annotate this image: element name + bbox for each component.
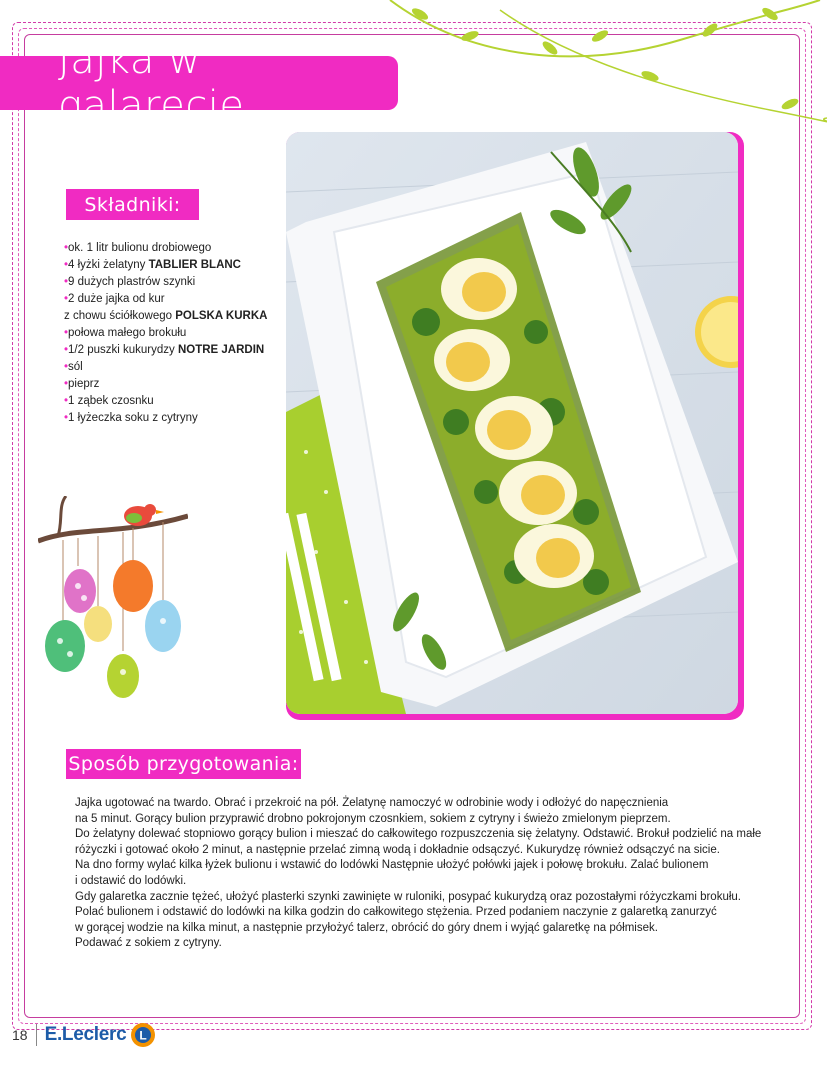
ingredient-text: pieprz <box>68 378 100 390</box>
bullet-icon: • <box>64 412 69 424</box>
ingredients-heading-box <box>66 189 199 220</box>
ingredient-item <box>64 393 294 410</box>
ingredient-text: 4 łyżki żelatyny <box>68 259 149 271</box>
leclerc-logo-icon <box>130 1022 156 1048</box>
ingredient-item <box>64 291 294 308</box>
title-banner <box>0 37 398 129</box>
ingredient-text: połowa małego brokułu <box>68 327 187 339</box>
ingredient-text: 1/2 puszki kukurydzy <box>68 344 178 356</box>
ingredient-brand: NOTRE JARDIN <box>177 344 265 356</box>
method-text <box>75 796 775 952</box>
bullet-icon: • <box>64 293 69 305</box>
easter-eggs-bird-illustration <box>38 496 188 706</box>
ingredient-item <box>64 410 294 427</box>
ingredient-text: 2 duże jajka od kur <box>68 293 165 305</box>
ingredient-text: 1 ząbek czosnku <box>68 395 154 407</box>
ingredients-list <box>64 240 294 427</box>
method-line: i odstawić do lodówki. <box>75 874 187 887</box>
ingredient-text: z chowu ściółkowego <box>64 310 176 322</box>
page-number: 18 <box>12 1027 28 1043</box>
method-line: Polać bulionem i odstawić do lodówki na kilka godzin do całkowitego stężenia. Przed podaniem naczynie z galaretką zanurzyć <box>75 906 717 919</box>
method-line: Na dno formy wylać kilka łyżek bulionu i wstawić do lodówki Następnie ułożyć połówki jajek i połowę brokułu. Zalać bulionem <box>75 859 709 872</box>
vine-decoration <box>350 0 827 140</box>
method-line: Do żelatyny dolewać stopniowo gorący bulion i mieszać do całkowitego rozpuszczenia się żelatyny. Odstawić. Brokuł podzielić na małe <box>75 828 762 841</box>
ingredient-item <box>64 359 294 376</box>
bullet-icon: • <box>64 361 69 373</box>
ingredient-brand: POLSKA KURKA <box>175 310 268 322</box>
method-line: różyczki i gotować około 2 minut, a następnie przelać zimną wodą i dokładnie odsączyć. Kukurydzę również odsączyć na sicie. <box>75 843 720 856</box>
aspic-eggs-photo <box>286 132 738 714</box>
logo-letter: L <box>139 1028 148 1043</box>
ingredient-item <box>64 274 294 291</box>
page-title: Jajka w galarecie <box>58 37 245 129</box>
bullet-icon: • <box>64 395 69 407</box>
ingredient-item <box>64 257 294 274</box>
footer <box>12 1020 156 1050</box>
brand-name: E.Leclerc <box>44 1024 127 1045</box>
ingredient-item <box>64 308 294 325</box>
ingredient-text: sól <box>68 361 83 373</box>
bullet-icon: • <box>64 276 69 288</box>
method-line: Jajka ugotować na twardo. Obrać i przekroić na pół. Żelatynę namoczyć w odrobinie wody i odłożyć do napęcznienia <box>75 797 669 809</box>
ingredient-brand: TABLIER BLANC <box>148 259 241 271</box>
bullet-icon: • <box>64 242 69 254</box>
ingredient-text: ok. 1 litr bulionu drobiowego <box>68 242 212 254</box>
bullet-icon: • <box>64 327 69 339</box>
ingredients-heading: Składniki: <box>84 193 181 216</box>
ingredient-text: 1 łyżeczka soku z cytryny <box>68 412 198 424</box>
bullet-icon: • <box>64 259 69 271</box>
photo-frame <box>286 132 744 720</box>
method-line: Gdy galaretka zacznie tężeć, ułożyć plasterki szynki zawinięte w ruloniki, posypać kukurydzą oraz pozostałymi różyczkami brokułu. <box>75 890 741 903</box>
bullet-icon: • <box>64 378 69 390</box>
method-line: w gorącej wodzie na kilka minut, a następnie przyłożyć talerz, obrócić do góry dnem i wyjąć galaretkę na półmisek. <box>75 921 658 934</box>
ingredient-item <box>64 376 294 393</box>
ingredient-item <box>64 325 294 342</box>
ingredient-text: 9 dużych plastrów szynki <box>68 276 196 288</box>
method-heading-box <box>66 749 301 779</box>
method-heading: Sposób przygotowania: <box>68 753 299 775</box>
footer-separator <box>36 1024 37 1046</box>
ingredient-item <box>64 342 294 359</box>
method-line: na 5 minut. Gorący bulion przyprawić drobno pokrojonym czosnkiem, sokiem z cytryny i świeżo zmielonym pieprzem. <box>75 812 671 825</box>
method-line: Podawać z sokiem z cytryny. <box>75 937 222 950</box>
ingredient-item <box>64 240 294 257</box>
bullet-icon: • <box>64 344 69 356</box>
